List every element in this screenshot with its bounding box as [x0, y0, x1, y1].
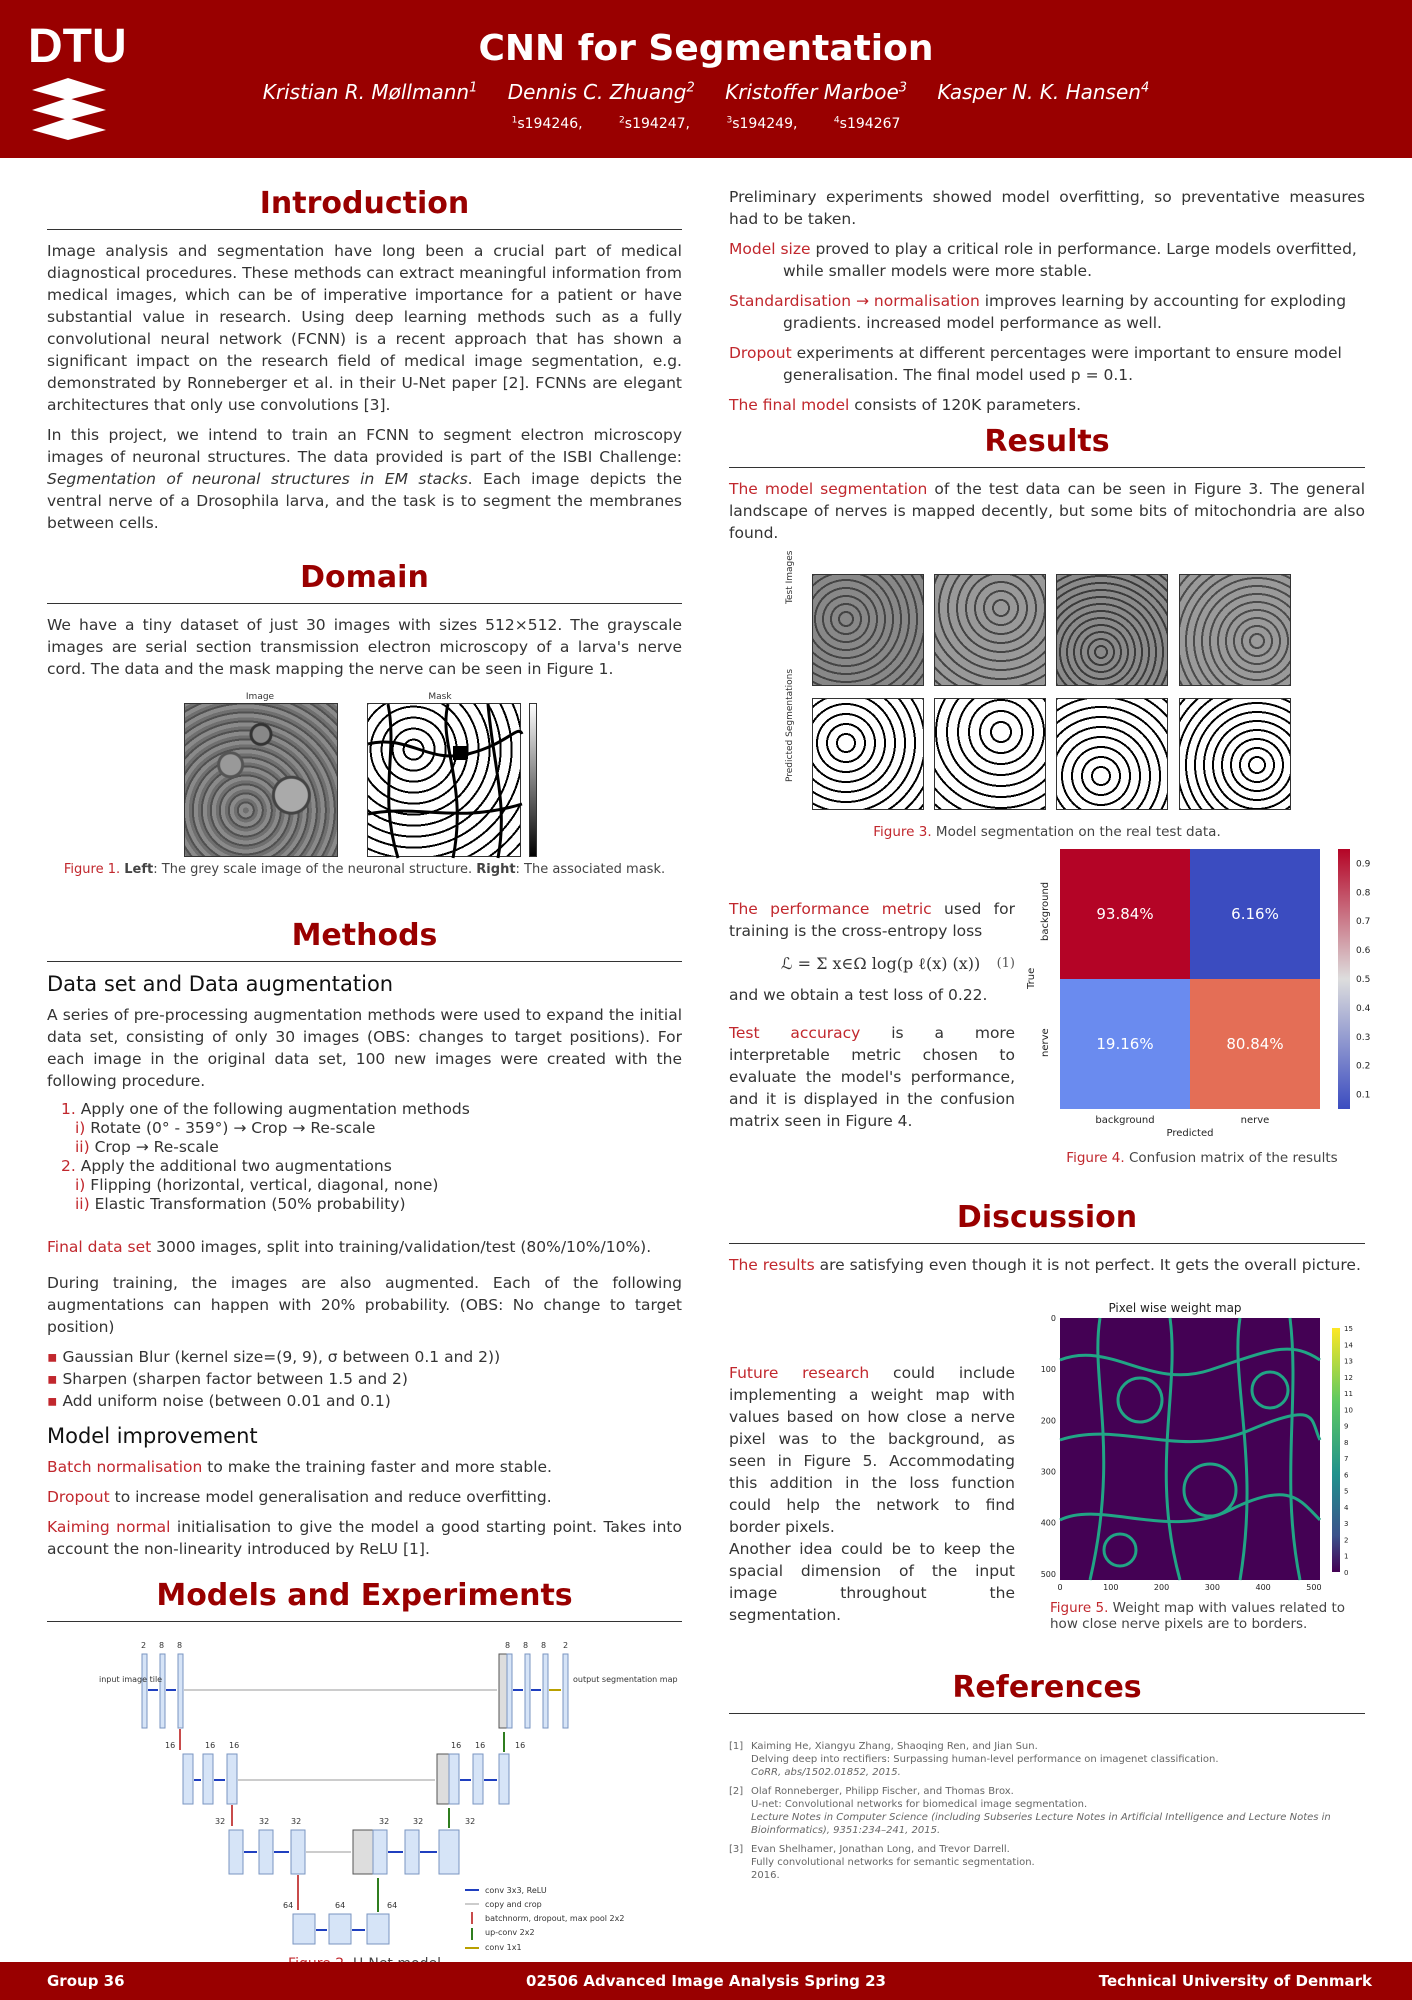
wm-colorbar-tick: 11	[1344, 1390, 1353, 1399]
wm-colorbar-tick: 13	[1344, 1357, 1353, 1366]
wm-xtick: 200	[1153, 1583, 1170, 1592]
test-image	[812, 574, 924, 686]
svg-text:8: 8	[177, 1641, 183, 1650]
cm-ytick: nerve	[1040, 1028, 1051, 1057]
step-1-i: i) Rotate (0° - 359°) → Crop → Re-scale	[75, 1119, 376, 1137]
fig1-image-label: Image	[245, 692, 275, 702]
wm-colorbar-tick: 2	[1344, 1536, 1349, 1545]
step-1-ii: ii) Crop → Re-scale	[75, 1138, 219, 1156]
student-ids	[0, 115, 1412, 132]
reference-item: [3] Evan Shelhamer, Jonathan Long, and Trevor Darrell. Fully convolutional networks for semantic segmentation. 2016.	[729, 1844, 1035, 1881]
wm-colorbar-tick: 8	[1344, 1438, 1349, 1447]
wm-colorbar-tick: 3	[1344, 1520, 1349, 1529]
weight-map-chart	[1030, 1300, 1380, 1600]
step-2-ii: ii) Elastic Transformation (50% probability)	[75, 1195, 406, 1213]
author: Kasper N. K. Hansen$^4$	[937, 80, 1150, 104]
list-item: ▪ Gaussian Blur (kernel size=(9, 9), σ between 0.1 and 2))	[47, 1346, 682, 1368]
figure-3-caption: Figure 3. Model segmentation on the real test data.	[873, 824, 1221, 840]
predicted-segmentation	[812, 698, 924, 810]
cm-colorbar-tick: 0.3	[1356, 1032, 1371, 1043]
footer-course: 02506 Advanced Image Analysis Spring 23	[526, 1972, 886, 1990]
svg-text:32: 32	[259, 1817, 270, 1826]
test-image	[934, 574, 1046, 686]
author: Kristoffer Marboe$^3$	[725, 80, 908, 104]
cm-cell-label: 6.16%	[1231, 905, 1279, 923]
introduction-title: Introduction	[47, 186, 682, 230]
wm-colorbar-tick: 4	[1344, 1503, 1349, 1512]
student-id: $^4$s194267	[833, 115, 901, 132]
svg-text:8: 8	[541, 1641, 547, 1650]
cm-xtick: background	[1095, 1115, 1155, 1126]
data-augmentation-subtitle: Data set and Data augmentation	[47, 972, 394, 996]
wm-ytick: 200	[1040, 1416, 1056, 1426]
figure-1-caption: Figure 1. Left: The grey scale image of the neuronal structure. Right: The associated mask.	[63, 862, 666, 877]
svg-text:conv 3x3, ReLU: conv 3x3, ReLU	[485, 1886, 547, 1895]
figure-3	[729, 552, 1365, 852]
weight-map-colorbar	[1332, 1328, 1340, 1572]
wm-ytick: 300	[1040, 1467, 1056, 1477]
list-item: ▪ Add uniform noise (between 0.01 and 0.1)	[47, 1390, 682, 1412]
wm-colorbar-tick: 7	[1344, 1455, 1349, 1464]
references-section	[729, 1670, 1365, 1888]
wm-ytick: 0	[1050, 1314, 1056, 1323]
svg-text:16: 16	[165, 1741, 176, 1750]
svg-text:DTU: DTU	[28, 20, 127, 73]
svg-text:copy and crop: copy and crop	[485, 1900, 542, 1909]
footer-group: Group 36	[47, 1972, 125, 1990]
cm-colorbar-tick: 0.8	[1356, 888, 1371, 899]
predicted-segmentation	[1056, 698, 1168, 810]
dropout-item: Dropout to increase model generalisation and reduce overfitting.	[47, 1488, 552, 1506]
svg-text:32: 32	[465, 1817, 476, 1826]
cross-entropy-equation: ℒ = Σ x∈Ω log(p ℓ(x) (x)) (1)	[781, 954, 1015, 973]
student-id: $^3$s194249,	[726, 115, 798, 132]
unet-diagram	[47, 1632, 682, 1952]
cm-cell-label: 80.84%	[1226, 1035, 1284, 1053]
methods-title: Methods	[47, 918, 682, 962]
svg-text:output segmentation map: output segmentation map	[573, 1675, 678, 1684]
svg-text:8: 8	[523, 1641, 529, 1650]
cm-cell-label: 93.84%	[1096, 905, 1154, 923]
svg-text:2: 2	[563, 1641, 569, 1650]
wm-xtick: 500	[1306, 1583, 1322, 1592]
step-2: 2. Apply the additional two augmentations	[61, 1157, 392, 1175]
weight-map-title: Pixel wise weight map	[1108, 1301, 1242, 1315]
intro-paragraph-1: Image analysis and segmentation have long been a crucial part of medical diagnostical procedures. These methods can extract meaningful information from medical images, which can be of imperative importance for a patient or have substantial value in research. Using deep learning methods such as a fully convolutional neural network (FCNN) is a recent approach that has shown a significant impact on the research field of medical image segmentation, e.g. demonstrated by Ronneberger et al. in their U-Net paper [2]. FCNNs are elegant architectures that only use convolutions [3].	[47, 242, 682, 414]
svg-text:16: 16	[475, 1741, 486, 1750]
cm-colorbar-tick: 0.4	[1356, 1003, 1371, 1014]
dropout-experiment-item: Dropout experiments at different percentages were important to ensure model generalisation. The final model used p = 0.1.	[729, 344, 1342, 384]
svg-text:8: 8	[505, 1641, 511, 1650]
future-research-paragraph: Future research could include implementing a weight map with values based on how close a nerve pixel was to the background, as seen in Figure 5. Accommodating this addition in the loss function could help the network to find border pixels.	[729, 1364, 1015, 1536]
svg-text:32: 32	[291, 1817, 302, 1826]
right-column	[729, 186, 1365, 852]
figure-5-caption: Figure 5. Weight map with values related to how close nerve pixels are to borders.	[1050, 1600, 1346, 1632]
kaiming-item: Kaiming normal initialisation to give the model a good starting point. Takes into account the non-linearity introduced by ReLU [1].	[47, 1518, 682, 1558]
wm-colorbar-tick: 14	[1344, 1341, 1353, 1350]
student-id: $^1$s194246,	[511, 115, 583, 132]
cm-ytick: background	[1040, 881, 1051, 941]
cm-xlabel: Predicted	[1166, 1128, 1214, 1139]
test-image	[1056, 574, 1168, 686]
svg-text:64: 64	[283, 1901, 294, 1910]
results-paragraph: The model segmentation of the test data can be seen in Figure 3. The general landscape of nerves is mapped decently, but some bits of mitochondria are also found.	[729, 480, 1365, 542]
footer-bar	[0, 1962, 1412, 2000]
figure-4-caption: Figure 4. Confusion matrix of the results	[1066, 1150, 1338, 1166]
cm-colorbar-tick: 0.7	[1356, 917, 1371, 928]
figure-1	[47, 688, 682, 878]
step-1: 1. Apply one of the following augmentation methods	[61, 1100, 470, 1118]
fig1-mask-label: Mask	[428, 692, 452, 702]
predicted-segmentation	[1179, 698, 1291, 810]
wm-xtick: 100	[1103, 1583, 1119, 1592]
wm-ytick: 100	[1040, 1365, 1056, 1375]
svg-text:16: 16	[515, 1741, 526, 1750]
future-research-block	[729, 1362, 1015, 1634]
svg-text:2: 2	[141, 1641, 147, 1650]
cm-colorbar	[1338, 849, 1350, 1109]
student-id: $^2$s194247,	[619, 115, 690, 132]
wm-colorbar-tick: 10	[1344, 1406, 1353, 1415]
wm-colorbar-tick: 1	[1344, 1552, 1349, 1561]
batch-norm-item: Batch normalisation to make the training faster and more stable.	[47, 1458, 552, 1476]
metric-text-block	[729, 898, 1015, 1140]
cm-colorbar-tick: 0.2	[1356, 1061, 1371, 1072]
augmentation-steps	[61, 1100, 682, 1214]
wm-xtick: 400	[1255, 1583, 1271, 1592]
svg-text:64: 64	[335, 1901, 346, 1910]
test-loss: and we obtain a test loss of 0.22.	[729, 986, 988, 1004]
wm-colorbar-tick: 0	[1344, 1569, 1349, 1577]
list-item: ▪ Sharpen (sharpen factor between 1.5 and 2)	[47, 1368, 682, 1390]
step-2-i: i) Flipping (horizontal, vertical, diagonal, none)	[75, 1176, 439, 1194]
results-title: Results	[729, 424, 1365, 468]
wm-colorbar-tick: 15	[1344, 1325, 1353, 1333]
cm-colorbar-tick: 0.5	[1356, 975, 1371, 985]
final-dataset: Final data set 3000 images, split into training/validation/test (80%/10%/10%).	[47, 1238, 652, 1256]
header-banner	[0, 0, 1412, 158]
mask-membranes	[368, 704, 522, 858]
em-grayscale-image	[184, 703, 338, 857]
methods-paragraph-2: During training, the images are also augmented. Each of the following augmentations can happen with 20% probability. (OBS: No change to target position)	[47, 1274, 682, 1336]
svg-text:32: 32	[413, 1817, 424, 1826]
wm-colorbar-tick: 9	[1344, 1422, 1349, 1431]
final-model-item: The final model consists of 120K parameters.	[729, 396, 1082, 414]
accuracy-paragraph: Test accuracy is a more interpretable metric chosen to evaluate the model's performance, and it is displayed in the confusion matrix seen in Figure 4.	[729, 1024, 1016, 1130]
preliminary-paragraph: Preliminary experiments showed model overfitting, so preventative measures had to be taken.	[729, 188, 1365, 228]
row-label-test: Test Images	[785, 550, 795, 604]
svg-text:64: 64	[387, 1901, 398, 1910]
model-improvement-subtitle: Model improvement	[47, 1424, 258, 1448]
references-title: References	[729, 1670, 1365, 1714]
another-idea-paragraph: Another idea could be to keep the spacial dimension of the input image throughout the segmentation.	[729, 1540, 1015, 1624]
cm-cell-label: 19.16%	[1096, 1035, 1154, 1053]
svg-text:input image tile: input image tile	[99, 1675, 163, 1684]
discussion-paragraph: The results are satisfying even though it is not perfect. It gets the overall picture.	[729, 1256, 1361, 1274]
wm-colorbar-tick: 5	[1344, 1487, 1349, 1496]
left-column	[47, 186, 682, 1972]
standardisation-item: Standardisation → normalisation improves learning by accounting for exploding gradients. increased model performance as well.	[729, 292, 1347, 332]
footer-university: Technical University of Denmark	[1098, 1972, 1372, 1990]
author: Dennis C. Zhuang$^2$	[507, 80, 695, 104]
confusion-matrix-chart	[1022, 845, 1382, 1145]
svg-text:batchnorm, dropout, max pool 2: batchnorm, dropout, max pool 2x2	[485, 1914, 625, 1923]
author-list	[0, 80, 1412, 104]
svg-text:conv 1x1: conv 1x1	[485, 1943, 522, 1952]
wm-xtick: 300	[1204, 1583, 1220, 1592]
svg-text:32: 32	[215, 1817, 226, 1826]
reference-item: [1] Kaiming He, Xiangyu Zhang, Shaoqing Ren, and Jian Sun. Delving deep into rectifiers: Surpassing human-level performance on imagenet classification. CoRR, abs/1502.01852, 2015.	[729, 1741, 1219, 1778]
segmentation-mask-image	[367, 703, 521, 857]
wm-xtick: 0	[1057, 1583, 1063, 1592]
wm-colorbar-tick: 6	[1344, 1471, 1349, 1480]
domain-title: Domain	[47, 560, 682, 604]
discussion-section	[729, 1200, 1365, 1284]
cm-colorbar-tick: 0.9	[1356, 859, 1371, 870]
wm-ytick: 400	[1040, 1518, 1056, 1528]
cm-colorbar-tick: 0.1	[1356, 1090, 1371, 1101]
test-image	[1179, 574, 1291, 686]
cm-ylabel: True	[1026, 967, 1037, 989]
wm-ytick: 500	[1040, 1569, 1056, 1579]
row-label-pred: Predicted Segmentations	[785, 668, 795, 782]
models-title: Models and Experiments	[47, 1578, 682, 1622]
training-augmentations	[47, 1346, 682, 1412]
discussion-title: Discussion	[729, 1200, 1365, 1244]
author: Kristian R. Møllmann$^1$	[262, 80, 478, 104]
svg-text:up-conv 2x2: up-conv 2x2	[485, 1928, 535, 1937]
cm-xtick: nerve	[1240, 1115, 1270, 1126]
svg-text:16: 16	[205, 1741, 216, 1750]
intro-paragraph-2: In this project, we intend to train an FCNN to segment electron microscopy images of neuronal structures. The data provided is part of the ISBI Challenge: Segmentation of neuronal structures in EM stacks. Each image depicts the ventral nerve of a Drosophila larva, and the task is to segment the membranes between cells.	[47, 426, 682, 532]
methods-paragraph-1: A series of pre-processing augmentation methods were used to expand the initial data set, consisting of only 30 images (OBS: changes to target positions). For each image in the original data set, 100 new images were created with the following procedure.	[47, 1006, 682, 1090]
wm-colorbar-tick: 12	[1344, 1373, 1353, 1382]
reference-item: [2] Olaf Ronneberger, Philipp Fischer, and Thomas Brox. U-net: Convolutional networks for biomedical image segmentation. Lecture Notes in Computer Science (including Subseries Lecture Notes in Artificial Intelligence and Lecture Notes in Bioinformatics), 9351:234–241, 2015.	[729, 1786, 1331, 1836]
svg-text:8: 8	[159, 1641, 165, 1650]
poster-title: CNN for Segmentation	[478, 28, 934, 69]
svg-text:32: 32	[379, 1817, 390, 1826]
mask-colorbar	[529, 703, 537, 857]
domain-paragraph: We have a tiny dataset of just 30 images with sizes 512×512. The grayscale images are serial section transmission electron microscopy of a larva's nerve cord. The data and the mask mapping the nerve can be seen in Figure 1.	[47, 616, 682, 678]
model-size-item: Model size proved to play a critical role in performance. Large models overfitted, while smaller models were more stable.	[729, 240, 1357, 280]
cm-colorbar-tick: 0.6	[1356, 946, 1371, 957]
predicted-segmentation	[934, 698, 1046, 810]
svg-text:16: 16	[229, 1741, 240, 1750]
metric-paragraph: The performance metric used for training is the cross-entropy loss	[729, 900, 1015, 940]
svg-text:16: 16	[451, 1741, 462, 1750]
